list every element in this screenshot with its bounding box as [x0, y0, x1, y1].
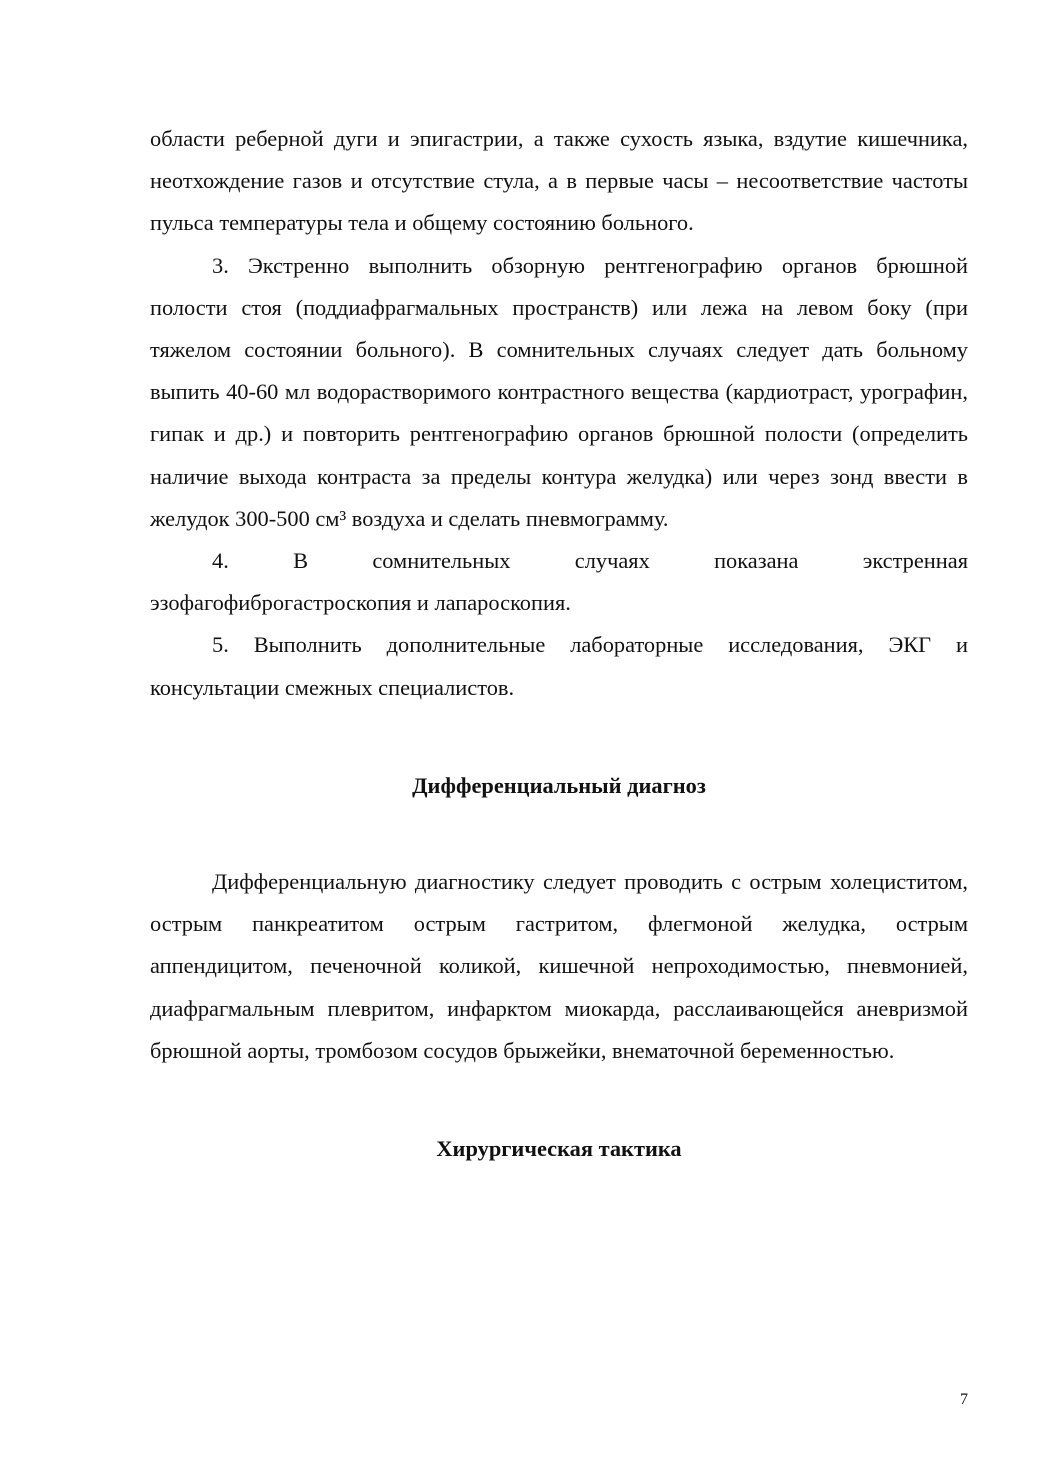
page-body: [150, 118, 968, 1170]
spacer: [150, 807, 968, 861]
paragraph-symptoms: области реберной дуги и эпигастрии, а также сухость языка, вздутие кишечника, неотхождение газов и отсутствие стула, а в первые часы – несоответствие частоты пульса температуры тела и общему состоянию больного.: [150, 126, 968, 236]
section-heading-differential-diagnosis: Дифференциальный диагноз: [412, 772, 706, 798]
page-number: 7: [960, 1391, 968, 1408]
spacer: [150, 709, 968, 765]
paragraph-item-3-radiography: 3. Экстренно выполнить обзорную рентгенографию органов брюшной полости стоя (поддиафрагмальных пространств) или лежа на левом боку (при тяжелом состоянии больного). В сомнительных случаях следует дать больному выпить 40-60 мл водорастворимого контрастного вещества (кардиотраст, урографин, гипак и др.) и повторить рентгенографию органов брюшной полости (определить наличие выхода контраста за пределы контура желудка) или через зонд ввести в желудок 300-500 см³ воздуха и сделать пневмограмму.: [150, 252, 968, 531]
spacer: [150, 1072, 968, 1128]
section-heading-surgical-tactics: Хирургическая тактика: [436, 1136, 682, 1162]
paragraph-differential-diagnosis: Дифференциальную диагностику следует проводить с острым холециститом, острым панкреатитом острым гастритом, флегмоной желудка, острым аппендицитом, печеночной коликой, кишечной непроходимостью, пневмонией, диафрагмальным плевритом, инфарктом миокарда, расслаивающейся аневризмой брюшной аорты, тромбозом сосудов брыжейки, внематочной беременностью.: [150, 869, 968, 1063]
paragraph-item-4-line-2: эзофагофиброгастроскопия и лапароскопия.: [150, 590, 571, 616]
paragraph-item-4-line-1: 4. В сомнительных случаях показана экстренная: [212, 548, 968, 574]
paragraph-item-5-additional-tests: 5. Выполнить дополнительные лабораторные исследования, ЭКГ и консультации смежных специалистов.: [150, 632, 968, 700]
